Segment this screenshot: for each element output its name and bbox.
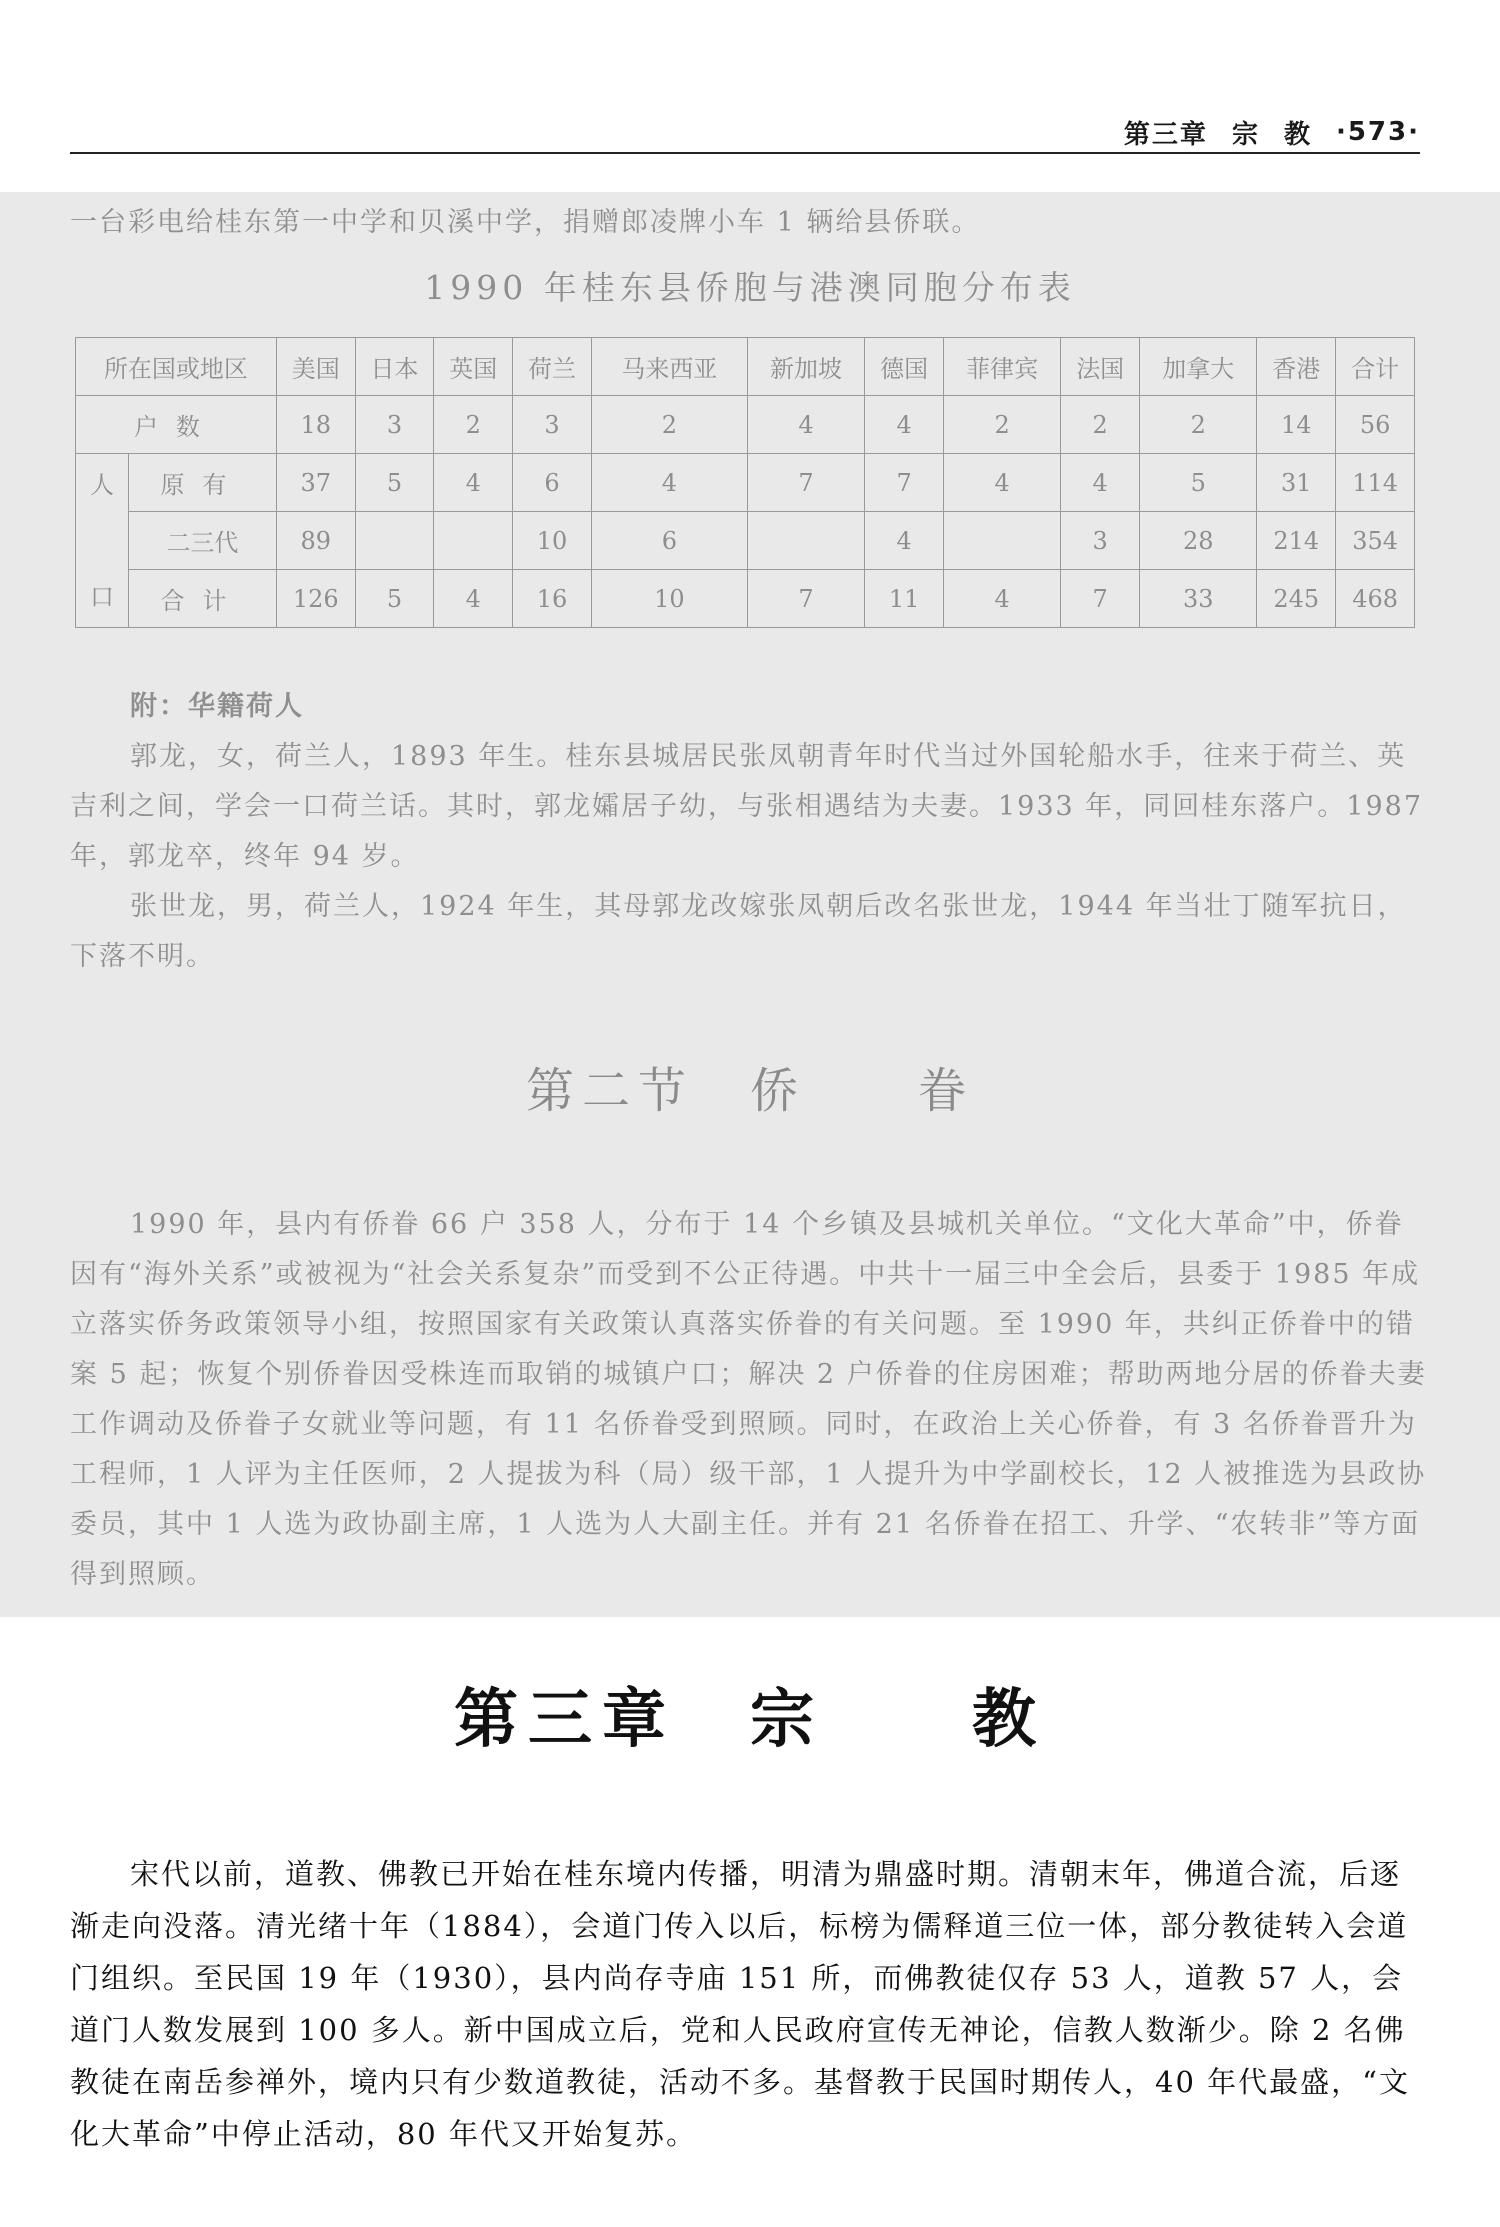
header-cell: 马来西亚 (591, 338, 747, 396)
table-cell: 4 (943, 570, 1060, 628)
table-cell: 89 (276, 512, 355, 570)
table-cell: 3 (1061, 512, 1140, 570)
chapter-paragraph: 宋代以前，道教、佛教已开始在桂东境内传播，明清为鼎盛时期。清朝末年，佛道合流，后逐渐走向没落。清光绪十年（1884），会道门传入以后，标榜为儒释道三位一体，部分教徒转入会道门组织。至民国 19 年（1930），县内尚存寺庙 151 所，而佛教徒仅存 53 人，道教 57 人，会道门人数发展到 100 多人。新中国成立后，党和人民政府宣传无神论，信教人数渐少。除 2 名佛教徒在南岳参禅外，境内只有少数道教徒，活动不多。基督教于民国时期传人，40 年代最盛，“文化大革命”中停止活动，80 年代又开始复苏。 (70, 1857, 1410, 2151)
header-cell: 加拿大 (1140, 338, 1257, 396)
appendix (70, 682, 1430, 982)
table-cell: 126 (276, 570, 355, 628)
table-cell: 5 (1140, 454, 1257, 512)
table-cell: 11 (865, 570, 944, 628)
table-cell (747, 512, 864, 570)
table-cell: 3 (355, 396, 434, 454)
table-cell: 37 (276, 454, 355, 512)
header-cell: 德国 (865, 338, 944, 396)
table-cell: 10 (591, 570, 747, 628)
running-header (70, 112, 1420, 154)
table-cell: 4 (1061, 454, 1140, 512)
distribution-table (75, 337, 1415, 628)
header-cell: 法国 (1061, 338, 1140, 396)
table-cell: 2 (1061, 396, 1140, 454)
table-cell: 2 (434, 396, 513, 454)
table-cell: 16 (513, 570, 592, 628)
header-cell: 所在国或地区 (76, 338, 277, 396)
appendix-title: 附：华籍荷人 (130, 691, 304, 722)
header-word-2: 教 (1283, 119, 1312, 150)
header-cell: 美国 (276, 338, 355, 396)
header-cell: 新加坡 (747, 338, 864, 396)
header-cell: 菲律宾 (943, 338, 1060, 396)
population-label-cell (76, 454, 129, 628)
table-cell: 2 (591, 396, 747, 454)
table-cell: 4 (434, 454, 513, 512)
population-char-2: 口 (90, 582, 114, 611)
table-cell: 5 (355, 570, 434, 628)
table-cell: 28 (1140, 512, 1257, 570)
continuation-line: 一台彩电给桂东第一中学和贝溪中学，捐赠郎凌牌小车 1 辆给县侨联。 (70, 207, 981, 238)
table-cell: 4 (747, 396, 864, 454)
table-cell: 4 (865, 396, 944, 454)
table-cell: 10 (513, 512, 592, 570)
table-cell: 6 (591, 512, 747, 570)
page-number: ·573· (1335, 117, 1420, 147)
table-cell: 4 (943, 454, 1060, 512)
table-cell (943, 512, 1060, 570)
table-cell: 245 (1257, 570, 1336, 628)
table-row-total (76, 570, 1415, 628)
table-cell (355, 512, 434, 570)
table-title: 1990 年桂东县侨胞与港澳同胞分布表 (424, 268, 1076, 307)
table-cell: 7 (747, 570, 864, 628)
header-cell: 荷兰 (513, 338, 592, 396)
table-row-second-third-gen (76, 512, 1415, 570)
table-cell: 33 (1140, 570, 1257, 628)
header-chapter: 第三章 (1123, 119, 1208, 150)
row-label: 户数 (76, 396, 277, 454)
section-body (70, 1200, 1430, 1600)
population-char-1: 人 (90, 470, 114, 499)
section-title: 第二节 侨 眷 (525, 1063, 974, 1119)
table-header-row (76, 338, 1415, 396)
table-cell: 114 (1336, 454, 1415, 512)
row-label: 原有 (129, 454, 277, 512)
header-cell: 英国 (434, 338, 513, 396)
appendix-paragraph-2: 张世龙，男，荷兰人，1924 年生，其母郭龙改嫁张凤朝后改名张世龙，1944 年当壮丁随军抗日，下落不明。 (70, 891, 1407, 972)
header-cell: 香港 (1257, 338, 1336, 396)
row-label: 合计 (129, 570, 277, 628)
table-cell: 5 (355, 454, 434, 512)
table-cell: 7 (865, 454, 944, 512)
table-cell: 56 (1336, 396, 1415, 454)
appendix-paragraph-1: 郭龙，女，荷兰人，1893 年生。桂东县城居民张凤朝青年时代当过外国轮船水手，往来于荷兰、英吉利之间，学会一口荷兰话。其时，郭龙孀居子幼，与张相遇结为夫妻。1933 年，同回桂东落户。1987 年，郭龙卒，终年 94 岁。 (70, 741, 1424, 872)
table-cell: 468 (1336, 570, 1415, 628)
header-cell: 合计 (1336, 338, 1415, 396)
table-cell: 7 (747, 454, 864, 512)
table-cell: 18 (276, 396, 355, 454)
table-cell: 354 (1336, 512, 1415, 570)
header-cell: 日本 (355, 338, 434, 396)
table-cell: 4 (865, 512, 944, 570)
shaded-previous-section (0, 192, 1500, 1617)
table-cell: 2 (1140, 396, 1257, 454)
table-cell: 6 (513, 454, 592, 512)
table-row-original (76, 454, 1415, 512)
table-cell: 7 (1061, 570, 1140, 628)
chapter-title: 第三章 宗 教 (454, 1683, 1046, 1757)
table-cell: 31 (1257, 454, 1336, 512)
table-cell: 4 (434, 570, 513, 628)
row-label: 二三代 (129, 512, 277, 570)
table-cell: 214 (1257, 512, 1336, 570)
section-paragraph: 1990 年，县内有侨眷 66 户 358 人，分布于 14 个乡镇及县城机关单位。“文化大革命”中，侨眷因有“海外关系”或被视为“社会关系复杂”而受到不公正待遇。中共十一届三中全会后，县委于 1985 年成立落实侨务政策领导小组，按照国家有关政策认真落实侨眷的有关问题。至 1990 年，共纠正侨眷中的错案 5 起；恢复个别侨眷因受株连而取销的城镇户口；解决 2 户侨眷的住房困难；帮助两地分居的侨眷夫妻工作调动及侨眷子女就业等问题，有 11 名侨眷受到照顾。同时，在政治上关心侨眷，有 3 名侨眷晋升为工程师，1 人评为主任医师，2 人提拔为科（局）级干部，1 人提升为中学副校长，12 人被推选为县政协委员，其中 1 人选为政协副主席，1 人选为人大副主任。并有 21 名侨眷在招工、升学、“农转非”等方面得到照顾。 (70, 1209, 1427, 1590)
table-cell: 2 (943, 396, 1060, 454)
table-cell: 3 (513, 396, 592, 454)
table-row-households (76, 396, 1415, 454)
table-cell: 4 (591, 454, 747, 512)
table-cell: 14 (1257, 396, 1336, 454)
header-word-1: 宗 (1231, 119, 1260, 150)
table-cell (434, 512, 513, 570)
chapter-body (70, 1848, 1430, 2160)
